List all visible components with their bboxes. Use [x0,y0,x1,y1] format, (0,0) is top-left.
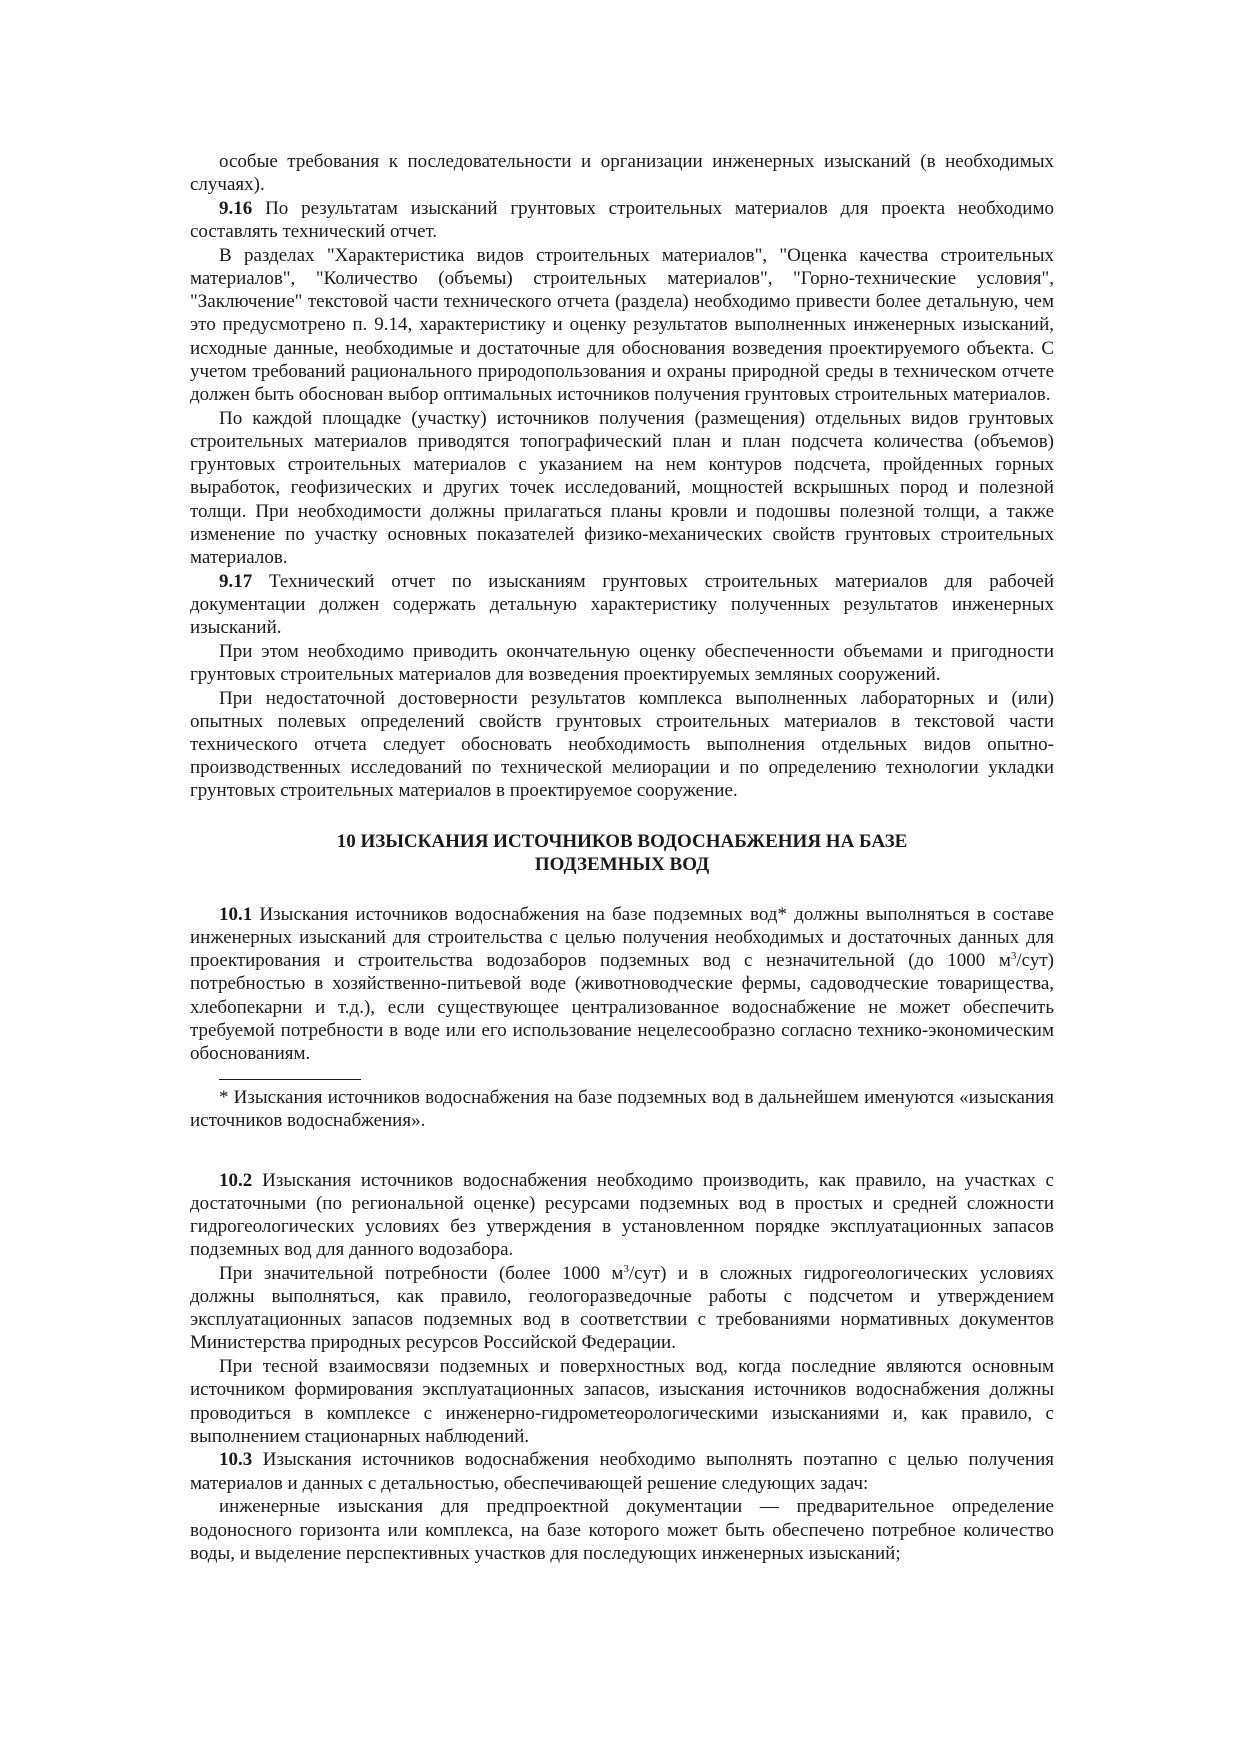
document-page [190,150,1054,1565]
section-heading-line-1: 10 ИЗЫСКАНИЯ ИСТОЧНИКОВ ВОДОСНАБЖЕНИЯ НА БАЗЕ [336,830,908,852]
superscript: 3 [1010,950,1017,963]
clause-number: 9.17 [219,570,253,592]
paragraph-text-continued: /сут) и в сложных гидрогеологических условиях должны выполняться, как правило, геологоразведочные работы с подсчетом и утверждением эксплуатационных запасов подземных вод в соответствии с требованиями нормативных документов Министерства природных ресурсов Российской Федерации. [190,1262,1054,1354]
clause-text-continued: /сут) потребностью в хозяйственно-питьевой воде (животноводческие фермы, садоводческие товарищества, хлебопекарни и т.д.), если существующее централизованное водоснабжение не может обеспечить требуемой потребности в воде или его использование нецелесообразно согласно технико-экономическим обоснованиям. [190,950,1054,1064]
clause-10-3 [190,1448,1054,1494]
clause-text: По результатам изысканий грунтовых строительных материалов для проекта необходимо составлять технический отчет. [190,197,1054,243]
paragraph [190,1262,1054,1355]
paragraph: инженерные изыскания для предпроектной документации — предварительное определение водоносного горизонта или комплекса, на базе которого может быть обеспечено потребное количество воды, и выделение перспективных участков для последующих инженерных изысканий; [190,1496,1054,1564]
paragraph: При тесной взаимосвязи подземных и поверхностных вод, когда последние являются основным источником формирования эксплуатационных запасов, изыскания источников водоснабжения должны проводиться в комплексе с инженерно-гидрометеорологическими изысканиями и, как правило, с выполнением стационарных наблюдений. [190,1356,1054,1447]
paragraph: В разделах "Характеристика видов строительных материалов", "Оценка качества строительных материалов", "Количество (объемы) строительных материалов", "Горно-технические условия", "Заключение" текстовой части технического отчета (раздела) необходимо привести более детальную, чем это предусмотрено п. 9.14, характеристику и оценку результатов выполненных инженерных изысканий, исходные данные, необходимые и достаточные для обоснования возведения проектируемого объекта. С учетом требований рационального природопользования и охраны природной среды в техническом отчете должен быть обоснован выбор оптимальных источников получения грунтовых строительных материалов. [190,244,1054,406]
clause-number: 9.16 [219,197,253,219]
clause-number: 10.1 [219,903,253,925]
footnote-separator [219,1079,361,1080]
section-heading-line-2: ПОДЗЕМНЫХ ВОД [534,853,710,875]
section-heading [190,830,1054,876]
clause-9-16 [190,197,1054,243]
clause-text: Изыскания источников водоснабжения на базе подземных вод* должны выполняться в составе инженерных изысканий для строительства с целью получения необходимых и достаточных данных для проектирования и строительства водозаборов подземных вод с незначительной (до 1000 м [190,903,1054,972]
clause-9-17 [190,570,1054,640]
clause-number: 10.2 [219,1169,253,1191]
paragraph: При этом необходимо приводить окончательную оценку обеспеченности объемами и пригодности грунтовых строительных материалов для возведения проектируемых земляных сооружений. [190,640,1054,685]
clause-10-2 [190,1169,1054,1262]
clause-text: Технический отчет по изысканиям грунтовых строительных материалов для рабочей документации должен содержать детальную характеристику полученных результатов инженерных изысканий. [190,570,1054,639]
paragraph: особые требования к последовательности и организации инженерных изысканий (в необходимых случаях). [190,151,1054,196]
paragraph-text: При значительной потребности (более 1000 м [219,1262,624,1284]
superscript: 3 [623,1262,629,1275]
clause-text: Изыскания источников водоснабжения необходимо выполнять поэтапно с целью получения материалов и данных с детальностью, обеспечивающей решение следующих задач: [190,1449,1054,1494]
clause-number: 10.3 [219,1449,253,1471]
clause-text: Изыскания источников водоснабжения необходимо производить, как правило, на участках с достаточными (по региональной оценке) ресурсами подземных вод в простых и средней сложности гидрогеологических условиях без утверждения в установленном порядке эксплуатационных запасов подземных вод для данного водозабора. [190,1169,1054,1261]
clause-10-1 [190,903,1054,1065]
footnote: * Изыскания источников водоснабжения на базе подземных вод в дальнейшем именуются «изыскания источников водоснабжения». [190,1087,1054,1132]
paragraph: По каждой площадке (участку) источников получения (размещения) отдельных видов грунтовых строительных материалов приводятся топографический план и план подсчета количества (объемов) грунтовых строительных материалов с указанием на нем контуров подсчета, пройденных горных выработок, геофизических и других точек исследований, мощностей вскрышных пород и полезной толщи. При необходимости должны прилагаться планы кровли и подошвы полезной толщи, а также изменение по участку основных показателей физико-механических свойств грунтовых строительных материалов. [190,407,1054,568]
paragraph: При недостаточной достоверности результатов комплекса выполненных лабораторных и (или) опытных полевых определений свойств грунтовых строительных материалов в текстовой части технического отчета следует обосновать необходимость выполнения отдельных видов опытно-производственных исследований по технической мелиорации и по определению технологии укладки грунтовых строительных материалов в проектируемое сооружение. [190,687,1054,802]
